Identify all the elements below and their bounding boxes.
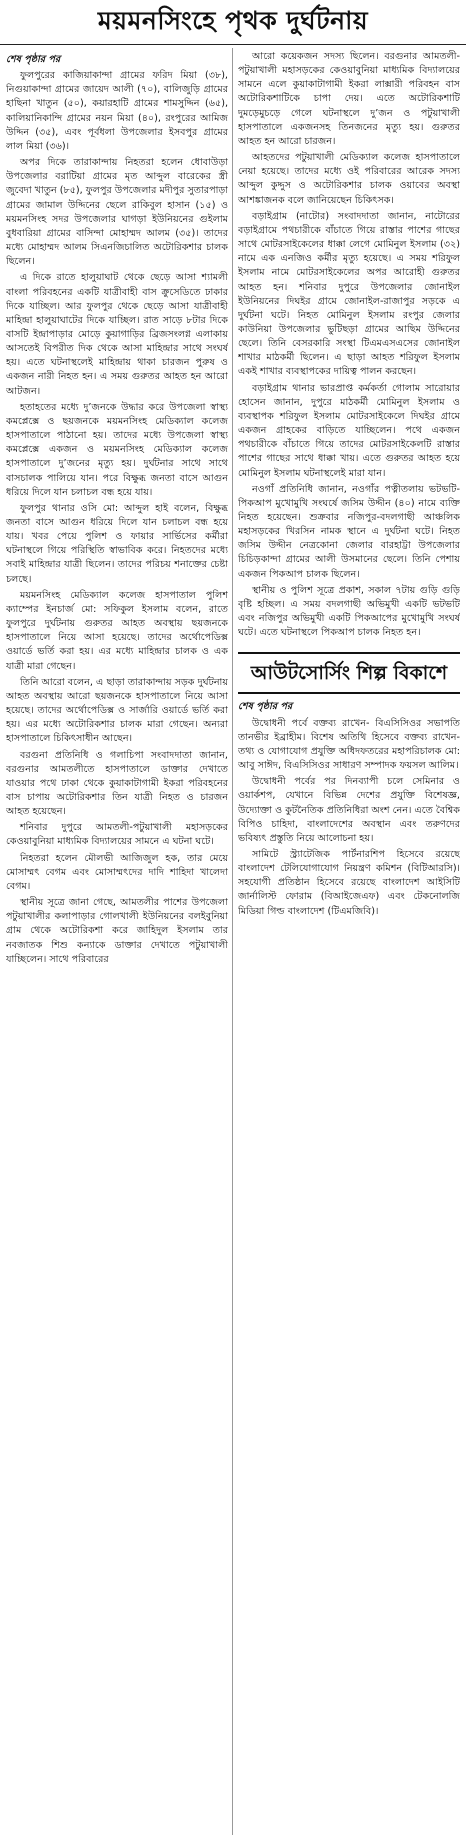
article-paragraph: শনিবার দুপুরে আমতলী-পটুয়াখালী মহাসড়কের কেওয়াবুনিয়া মাধ্যমিক বিদ্যালয়ের সামনে এ ঘটনা ঘটে। <box>6 822 228 848</box>
second-headline: আউটসোর্সিং শিল্প বিকাশে <box>238 652 460 694</box>
article-paragraph: স্থানীয় ও পুলিশ সূত্রে প্রকাশ, সকাল ৭টায় গুড়ি গুড়ি বৃষ্টি হচ্ছিল। এ সময় বদলগাছী অভিমুখী একটি ভটভটি এবং নজিপুর অভিমুখী একটি পিকআপের মুখোমুখি সংঘর্ষ ঘটে। এতে ঘটনাস্থলে পিকআপ চালক নিহত হন। <box>238 584 460 639</box>
article-paragraph: উদ্বোধনী পর্বের পর দিনব্যাপী চলে সেমিনার ও ওয়ার্কশপ, যেখানে বিভিন্ন দেশের প্রযুক্তি বিশেষজ্ঞ, উদ্যোক্তা ও কুটনৈতিক প্রতিনিধিরা অংশ নেন। এতে বৈশ্বিক বিপিও চাহিদা, বাংলাদেশের অবস্থান এবং তরুণদের ভবিষ্যৎ প্রস্তুতি নিয়ে আলোচনা হয়। <box>238 776 460 844</box>
article-paragraph: সামিটে স্ট্র্যাটেজিক পার্টনারশিপ হিসেবে রয়েছে বাংলাদেশ টেলিযোগাযোগ নিয়ন্ত্রণ কমিশন (বিটিআরসি)। সহযোগী প্রতিষ্ঠান হিসেবে রয়েছে বাংলাদেশ আইসিটি জার্নালিস্ট ফোরাম (বিআইজেএফ) এবং টেকনোলজি মিডিয়া গিল্ড বাংলাদেশ (টিএমজিবি)। <box>238 848 460 917</box>
article-paragraph: ময়মনসিংহ মেডিক্যাল কলেজ হাসপাতাল পুলিশ ক্যাম্পের ইনচার্জ মো: সফিকুল ইসলাম বলেন, রাতে ফুলপুরে দুর্ঘটনায় গুরুতর আহত অবস্থায় ছয়জনকে হাসপাতালে নিয়ে আসা হয়েছে। তাদের অর্থোপেডিক্স ওয়ার্ডে ভর্তি করা হয়। এর মধ্যে মাহিন্দ্রার চালক ও এক যাত্রী মারা গেছেন। <box>6 589 228 672</box>
article-paragraph: বড়াইগ্রাম (নাটোর) সংবাদদাতা জানান, নাটোরের বড়াইগ্রামে পথচারীকে বাঁচাতে গিয়ে রাস্তার পাশের গাছের সাথে মোটরসাইকেলের ধাক্কা লেগে মোমিনুল ইসলাম (৩২) নামে এক এনজিও কর্মীর মৃত্যু হয়েছে। এ সময় শরিফুল ইসলাম নামে মোটরসাইকেলের অপর আরোহী গুরুতর আহত হন। শনিবার দুপুরে উপজেলার জোনাইল ইউনিয়নের দিঘইর গ্রামে জোনাইল-রাজাপুর সড়কে এ দুর্ঘটনা ঘটে। নিহত মোমিনুল ইসলাম রংপুর জেলার কাউনিয়া উপজেলার ভুটিছড়া গ্রামের আছিম উদ্দিনের ছেলে। তিনি বেসরকারি সংস্থা টিএমএসএসের জোনাইল শাখার মাঠকর্মী ছিলেন। এ ছাড়া আহত শরিফুল ইসলাম একই শাখার ব্যবস্থাপকের দায়িত্ব পালন করছেন। <box>238 210 460 378</box>
article-paragraph: তিনি আরো বলেন, এ ছাড়া তারাকান্দায় সড়ক দুর্ঘটনায় আহত অবস্থায় আরো ছয়জনকে হাসপাতালে নিয়ে আসা হয়েছে। তাদের অর্থোপেডিক্স ও সার্জারি ওয়ার্ডে ভর্তি করা হয়। এর মধ্যে অটোরিকশার চালক মারা গেছেন। অন্যরা হাসপাতালে চিকিৎসাধীন আছেন। <box>6 676 228 745</box>
continued-label: শেষ পৃষ্ঠার পর <box>238 701 293 713</box>
right-column <box>238 50 460 1835</box>
article-paragraph: ফুলপুরের কাজিয়াকান্দা গ্রামের ফরিদ মিয়া (৩৮), নিগুয়াকান্দা গ্রামের জায়েদ আলী (৭০), বালিজুড়ি গ্রামের হাছিনা খাতুন (৫০), কয়ারহাটি গ্রামের শামসুদ্দিন (৬৫), কালিয়ানিকান্দি গ্রামের নয়ন মিয়া (৪০), রংপুরের আমিজ উদ্দিন (৩৫), এবং পূর্বধলা উপজেলার ইসবপুর গ্রামের লাল মিয়া (৩৬)। <box>6 70 228 152</box>
article-paragraph: উদ্বোধনী পর্বে বক্তব্য রাখেন- বিএসিসিওর সভাপতি তানভীর ইব্রাহীম। বিশেষ অতিথি হিসেবে বক্তব্য রাখেন- তথ্য ও যোগাযোগ প্রযুক্তি অধিদফতরের মহাপরিচালক মো: আবু সাঈদ, বিএসিসিওর সাধারণ সম্পাদক ফয়সল আলিম। <box>238 717 460 772</box>
main-headline: ময়মনসিংহে পৃথক দুর্ঘটনায় <box>97 5 369 35</box>
article-paragraph: আহতদের পটুয়াখালী মেডিক্যাল কলেজ হাসপাতালে নেয়া হয়েছে। তাদের মধ্যে ওই পরিবারের আরেক সদস্য আব্দুল কুদ্দুস ও অটোরিকশার চালক ওয়াবের অবস্থা আশঙ্কাজনক বলে জানিয়েছেন চিকিৎসক। <box>238 152 460 206</box>
article-paragraph: নিহতরা হলেন মৌলভী আজিজুল হক, তার মেয়ে মোসাম্মৎ বেগম এবং মোসাম্মৎদের দাদি শাহিদা খালেদা বেগম। <box>6 852 228 892</box>
continued-label: শেষ পৃষ্ঠার পর <box>6 54 61 65</box>
article-paragraph: অপর দিকে তারাকান্দায় নিহতরা হলেন ধোবাউড়া উপজেলার বরাটিয়া গ্রামের মৃত আব্দুল বারেকের স্ত্রী জুবেদা খাতুন (৮৫), ফুলপুর উপজেলার মদীপুর সুতারপাড়া গ্রামের জামাল উদ্দিনের ছেলে রাকিবুল হাসান (১৫) ও ময়মনসিংহ সদর উপজেলার ঘাগড়া ইউনিয়নের গুইলাম বুধবারিয়া গ্রামের বাসিন্দা মোহাম্মদ আলম (৩৫)। তাদের মধ্যে মোহাম্মদ আলম সিএনজিচালিত অটোরিকশার চালক ছিলেন। <box>6 157 228 268</box>
article-paragraph: আরো কয়েকজন সদস্য ছিলেন। বরগুনার আমতলী-পটুয়াখালী মহাসড়কের কেওয়াবুনিয়া মাধ্যমিক বিদ্যালয়ের সামনে এলে কুয়াকাটাগামী ইকরা লাক্সারী পরিবহন বাস অটোরিকশাটিকে চাপা দেয়। এতে অটোরিকশাটি দুমড়েমুচড়ে গেলে ঘটনাস্থলে দু’জন ও পটুয়াখালী হাসপাতালে একজনসহ তিনজনের মৃত্যু হয়। গুরুতর আহত হন আরো চারজন। <box>238 51 460 147</box>
article-paragraph: বরগুনা প্রতিনিধি ও গলাচিপা সংবাদদাতা জানান, বরগুনার আমতলীতে হাসপাতালে ডাক্তার দেখাতে যাওয়ার পথে ঢাকা থেকে কুয়াকাটাগামী ইকরা পরিবহনের বাস চাপায় অটোরিকশার তিন যাত্রী নিহত ও চারজন আহত হয়েছেন। <box>6 749 228 818</box>
article-paragraph: ফুলপুর থানার ওসি মো: আব্দুল হাই বলেন, বিক্ষুব্ধ জনতা বাসে আগুন ধরিয়ে দিলে যান চলাচল বন্ধ হয়ে যায়। খবর পেয়ে পুলিশ ও ফায়ার সার্ভিসের কর্মীরা ঘটনাস্থলে গিয়ে পরিস্থিতি স্বাভাবিক করে। নিহতদের মধ্যে সবাই মাহিন্দ্রার যাত্রী ছিলেন। তাদের পরিচয় শনাক্তের চেষ্টা চলছে। <box>6 502 228 585</box>
article-paragraph: এ দিকে রাতে হালুয়াঘাট থেকে ছেড়ে আসা শ্যামলী বাংলা পরিবহনের একটি যাত্রীবাহী বাস ক্রুসেডিতে ঢাকার দিকে যাচ্ছিল। আর ফুলপুর থেকে ছেড়ে আসা যাত্রীবাহী মাহিন্দ্রা হালুয়াঘাটের দিকে যাচ্ছিল। রাত সাড়ে ৮টার দিকে বাসটি ইন্দ্রাপাড়ার মোড়ে কুয়াগাড়ির ব্রিজসংলগ্ন এলাকায় আসতেই বিপরীত দিক থেকে আসা মাহিন্দ্রার সাথে সংঘর্ষ হয়। এতে ঘটনাস্থলেই মাহিন্দ্রায় থাকা চারজন পুরুষ ও একজন নারী নিহত হন। এ সময় গুরুতর আহত হন আরো আটজন। <box>6 272 228 397</box>
column-divider <box>232 48 233 1835</box>
article-paragraph: স্থানীয় সূত্রে জানা গেছে, আমতলীর পাশের উপজেলা পটুয়াখালীর কলাপাড়ার গোলখালী ইউনিয়নের বলইবুনিয়া গ্রাম থেকে অটোরিকশা করে জাহিদুল ইসলাম তার নবজাতক শিশু কন্যাকে ডাক্তার দেখাতে পটুয়াখালী যাচ্ছিলেন। সাথে পরিবারের <box>6 897 228 965</box>
left-column <box>6 50 228 1835</box>
article-paragraph: বড়াইগ্রাম থানার ভারপ্রাপ্ত কর্মকর্তা গোলাম সারোয়ার হোসেন জানান, দুপুরে মাঠকর্মী মোমিনুল ইসলাম ও ব্যবস্থাপক শরিফুল ইসলাম মোটরসাইকেলে দিঘইর গ্রামে একজন গ্রাহকের বাড়িতে যাচ্ছিলেন। পথে একজন পথচারীকে বাঁচাতে গিয়ে তাদের মোটরসাইকেলটি রাস্তার পাশের গাছের সাথে ধাক্কা খায়। এতে গুরুতর আহত হয়ে মোমিনুল ইসলাম ঘটনাস্থলেই মারা যান। <box>238 382 460 479</box>
headline-rule <box>0 44 466 45</box>
article-paragraph: হতাহতের মধ্যে দু’জনকে উদ্ধার করে উপজেলা স্বাস্থ্য কমপ্লেক্সে ও ছয়জনকে ময়মনসিংহ মেডিক্যাল কলেজ হাসপাতালে পাঠানো হয়। তাদের মধ্যে উপজেলা স্বাস্থ্য কমপ্লেক্সে একজন ও ময়মনসিংহ মেডিক্যাল কলেজ হাসপাতালে দু’জনের মৃত্যু হয়। দুর্ঘটনার সাথে সাথে বাসচালক পালিয়ে যান। পরে বিক্ষুব্ধ জনতা বাসে আগুন ধরিয়ে দিলে যান চলাচল বন্ধ হয়ে যায়। <box>6 401 228 498</box>
article-paragraph: নওগাঁ প্রতিনিধি জানান, নওগাঁর পত্নীতলায় ভটভটি-পিকআপ মুখোমুখি সংঘর্ষে জসিম উদ্দীন (৪০) নামে ব্যক্তি নিহত হয়েছেন। শুক্রবার নজিপুর-বদলগাছী আঞ্চলিক মহাসড়কের খিরসিন নামক স্থানে এ দুর্ঘটনা ঘটে। নিহত জসিম উদ্দীন নেত্রকোনা জেলার বারহাট্টা উপজেলার চিচিড়কান্দা গ্রামের আলী উসমানের ছেলে। তিনি পেশায় একজন পিকআপ চালক ছিলেন। <box>238 483 460 580</box>
